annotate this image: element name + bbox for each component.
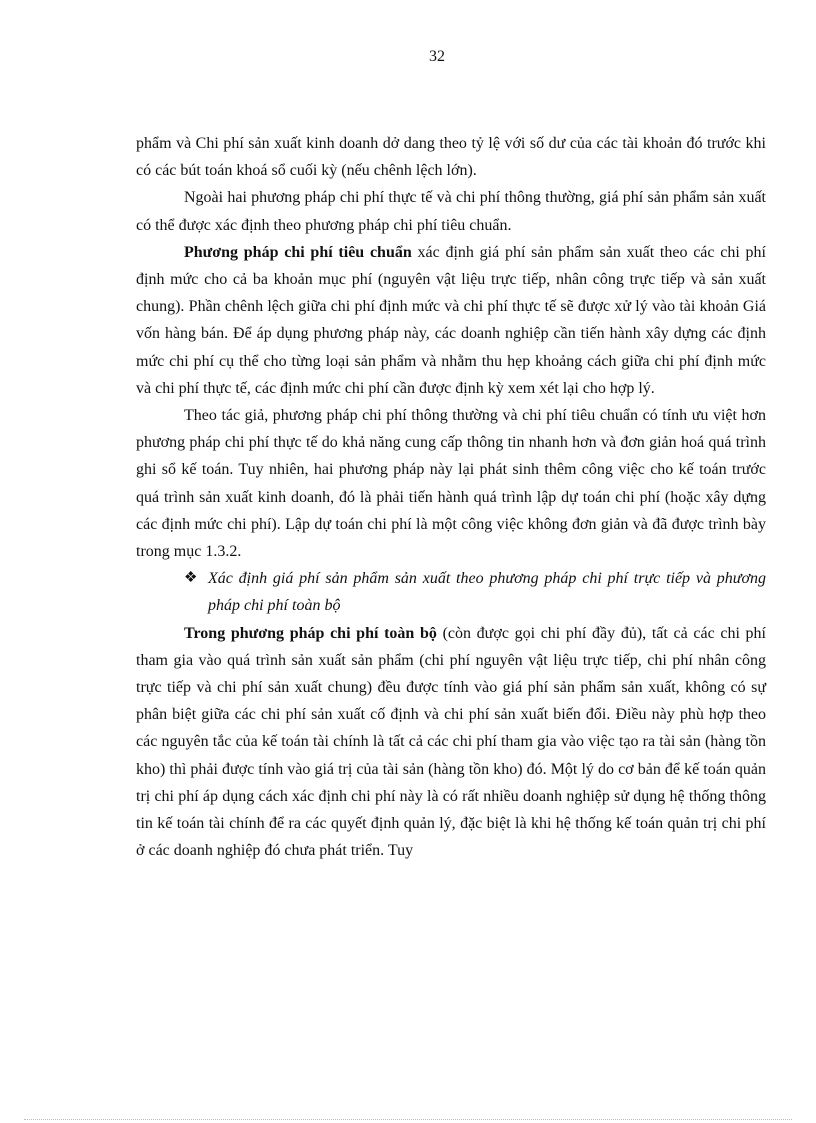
paragraph-author-view: Theo tác giả, phương pháp chi phí thông thường và chi phí tiêu chuẩn có tính ưu việt hơn phương pháp chi phí thực tế do khả năng cung cấp thông tin nhanh hơn và đơn giản hoá quá trình ghi sổ kế toán. Tuy nhiên, hai phương pháp này lại phát sinh thêm công việc cho kế toán trước quá trình sản xuất kinh doanh, đó là phải tiến hành quá trình lập dự toán chi phí (hoặc xây dựng các định mức chi phí). Lập dự toán chi phí là một công việc không đơn giản và đã được trình bày trong mục 1.3.2. (136, 407, 766, 561)
diamond-bullet-icon: ❖ (184, 570, 198, 587)
paragraph-standard-cost (136, 239, 766, 402)
paragraph-continuation: phẩm và Chi phí sản xuất kinh doanh dở dang theo tỷ lệ với số dư của các tài khoản đó trước khi có các bút toán khoá sổ cuối kỳ (nếu chênh lệch lớn). (136, 135, 766, 180)
paragraph-lead-full-cost: Trong phương pháp chi phí toàn bộ (184, 624, 437, 642)
paragraph-lead-standard-cost: Phương pháp chi phí tiêu chuẩn (184, 243, 412, 261)
paragraph-methods-intro: Ngoài hai phương pháp chi phí thực tế và chi phí thông thường, giá phí sản phẩm sản xuất có thể được xác định theo phương pháp chi phí tiêu chuẩn. (136, 189, 766, 234)
paragraph-body-standard-cost: xác định giá phí sản phẩm sản xuất theo các chi phí định mức cho cả ba khoản mục phí (nguyên vật liệu trực tiếp, nhân công trực tiếp và sản xuất chung). Phần chênh lệch giữa chi phí định mức và chi phí thực tế sẽ được xử lý vào tài khoản Giá vốn hàng bán. Để áp dụng phương pháp này, các doanh nghiệp cần tiến hành xây dựng các định mức chi phí cụ thể cho từng loại sản phẩm và nhằm thu hẹp khoảng cách giữa chi phí định mức và chi phí thực tế, các định mức chi phí cần được định kỳ xem xét lại cho hợp lý. (136, 243, 767, 397)
document-body (136, 130, 766, 864)
paragraph-body-full-cost: (còn được gọi chi phí đầy đủ), tất cả các chi phí tham gia vào quá trình sản xuất sản phẩm (chi phí nguyên vật liệu trực tiếp, chi phí nhân công trực tiếp và chi phí sản xuất chung) đều được tính vào giá phí sản phẩm sản xuất, không có sự phân biệt giữa các chi phí sản xuất cố định và chi phí sản xuất biến đổi. Điều này phù hợp theo các nguyên tắc của kế toán tài chính là tất cả các chi phí tham gia vào việc tạo ra tài sản (hàng tồn kho) thì phải được tính vào giá trị của tài sản (hàng tồn kho) đó. Một lý do cơ bản để kế toán quản trị chi phí áp dụng cách xác định chi phí này là có rất nhiều doanh nghiệp sử dụng hệ thống thông tin kế toán tài chính để ra các quyết định quản lý, đặc biệt là khi hệ thống kế toán quản trị chi phí ở các doanh nghiệp đó chưa phát triển. Tuy (136, 624, 767, 860)
paragraph-full-cost (136, 620, 766, 865)
page-number: 32 (429, 48, 445, 65)
bullet-heading-text: Xác định giá phí sản phẩm sản xuất theo phương pháp chi phí trực tiếp và phương pháp chi phí toàn bộ (208, 570, 766, 615)
bullet-heading (136, 565, 766, 619)
page-bottom-border (24, 1119, 792, 1120)
